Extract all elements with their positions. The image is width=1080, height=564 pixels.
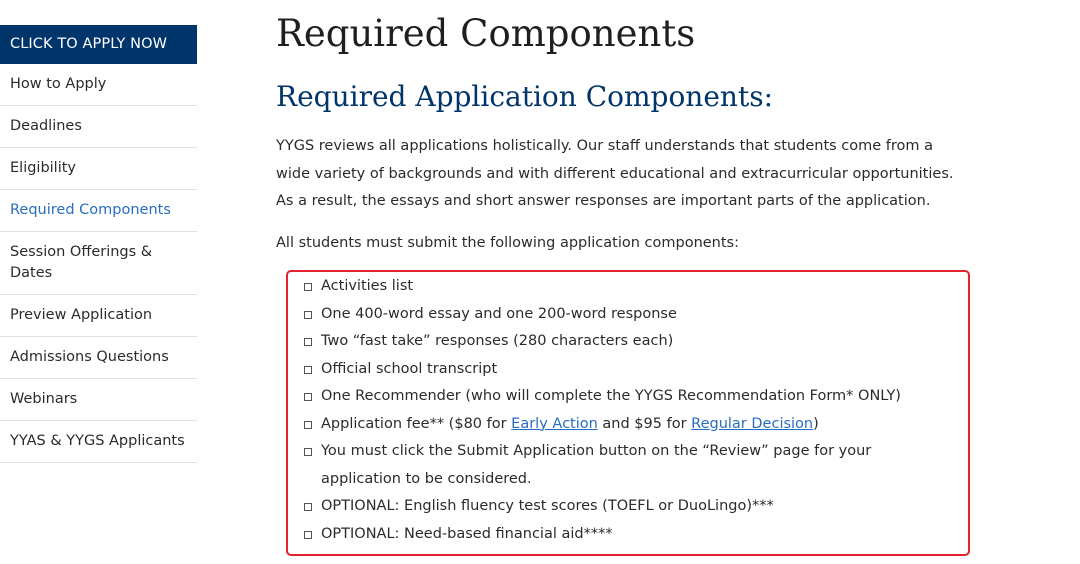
- sidebar-item-eligibility[interactable]: Eligibility: [0, 148, 197, 190]
- square-bullet-icon: [304, 393, 312, 401]
- square-bullet-icon: [304, 366, 312, 374]
- list-item-application-fee: [304, 411, 954, 439]
- fee-suffix: ): [813, 415, 819, 432]
- list-item: [304, 356, 954, 384]
- list-item: [304, 438, 954, 493]
- list-item-text: Activities list: [321, 278, 414, 294]
- sidebar-item-webinars[interactable]: Webinars: [0, 379, 197, 421]
- list-item: [304, 301, 954, 329]
- list-item-text: Two “fast take” responses (280 characters each): [321, 333, 674, 349]
- sidebar-item-session-offerings[interactable]: Session Offerings & Dates: [0, 232, 197, 295]
- square-bullet-icon: [304, 421, 312, 429]
- square-bullet-icon: [304, 338, 312, 346]
- sidebar-item-yyas-yygs-applicants[interactable]: YYAS & YYGS Applicants: [0, 421, 197, 463]
- sidebar-item-deadlines[interactable]: Deadlines: [0, 106, 197, 148]
- regular-decision-link[interactable]: Regular Decision: [691, 415, 814, 432]
- list-item-text: OPTIONAL: Need-based financial aid****: [321, 525, 613, 542]
- list-item-text: One 400-word essay and one 200-word response: [321, 305, 677, 322]
- sidebar-nav: [0, 25, 197, 463]
- list-item-text: OPTIONAL: English fluency test scores (TOEFL or DuoLingo)***: [321, 498, 774, 514]
- apply-now-button[interactable]: CLICK TO APPLY NOW: [0, 25, 197, 64]
- sidebar-item-required-components[interactable]: Required Components: [0, 190, 197, 232]
- list-item: [304, 383, 954, 411]
- list-item-text: One Recommender (who will complete the YYGS Recommendation Form* ONLY): [321, 388, 901, 404]
- list-item: [304, 493, 954, 521]
- fee-middle: and $95 for: [597, 415, 692, 432]
- components-lead-text: All students must submit the following application components:: [276, 235, 740, 251]
- square-bullet-icon: [304, 283, 312, 291]
- section-title: Required Application Components:: [276, 80, 773, 113]
- list-item: [304, 273, 954, 301]
- sidebar-item-how-to-apply[interactable]: How to Apply: [0, 64, 197, 106]
- sidebar-item-preview-application[interactable]: Preview Application: [0, 295, 197, 337]
- fee-prefix: Application fee** ($80 for: [321, 415, 512, 432]
- list-item: [304, 328, 954, 356]
- sidebar-menu: [0, 64, 197, 463]
- square-bullet-icon: [304, 531, 312, 539]
- page-title: Required Components: [276, 12, 696, 55]
- list-item-text: You must click the Submit Application button on the “Review” page for your application to be considered.: [321, 443, 872, 487]
- list-item-text: Official school transcript: [321, 360, 498, 377]
- square-bullet-icon: [304, 311, 312, 319]
- components-list: [304, 273, 954, 548]
- early-action-link[interactable]: Early Action: [511, 415, 598, 432]
- square-bullet-icon: [304, 448, 312, 456]
- sidebar-item-admissions-questions[interactable]: Admissions Questions: [0, 337, 197, 379]
- list-item-text: [321, 411, 954, 439]
- intro-paragraph: YYGS reviews all applications holistically. Our staff understands that students come from a wide variety of backgrounds and with different educational and extracurricular opportunities. As a result, the essays and short answer responses are important parts of the application.: [276, 138, 954, 209]
- list-item: [304, 521, 954, 549]
- square-bullet-icon: [304, 503, 312, 511]
